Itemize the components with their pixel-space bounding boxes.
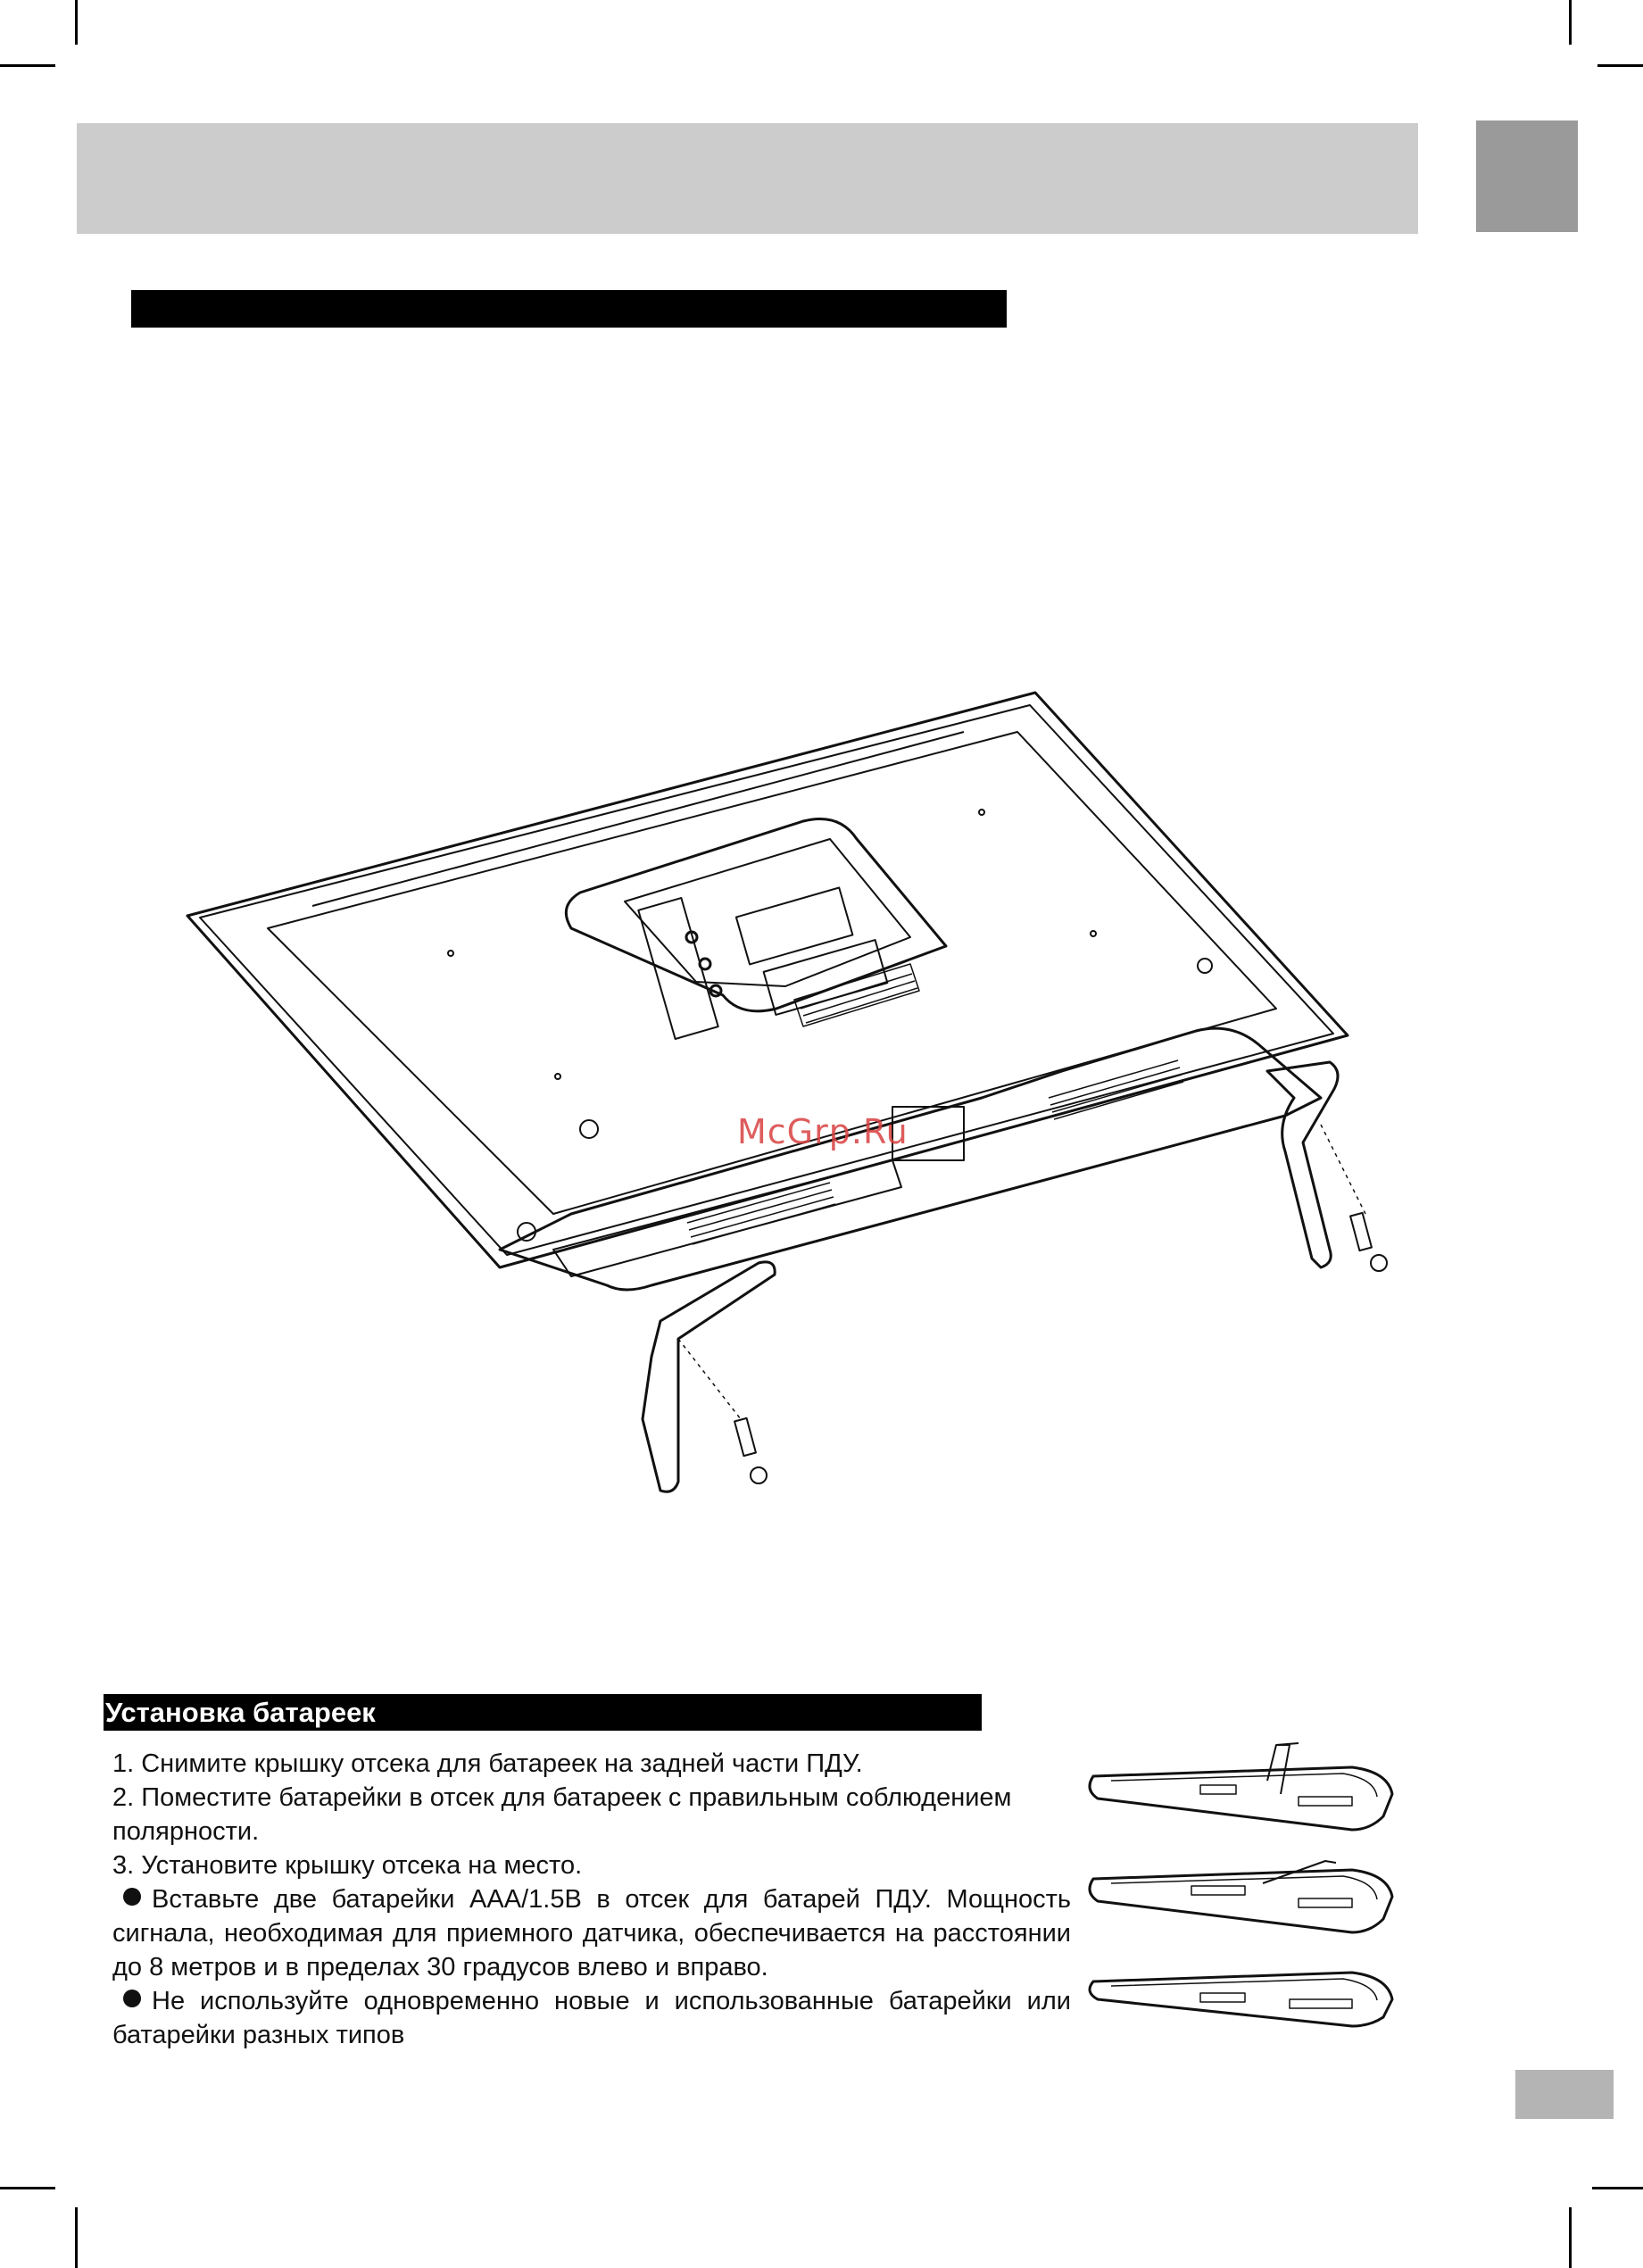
battery-bullet-2: Не используйте одновременно новые и использованные батарейки или батарейки разных типов (112, 1987, 1071, 2049)
crop-mark-top-left-v (75, 0, 78, 45)
bullet-dot-icon (123, 1990, 141, 2007)
tv-lower-housing (500, 1028, 1321, 1290)
tv-back-frame (187, 693, 1348, 1267)
tv-stand-left-screws (678, 1339, 767, 1483)
remote-diagram-inserting-batteries (1090, 1861, 1392, 1932)
battery-step-3: 3. Установите крышку отсека на место. (112, 1851, 583, 1880)
tv-side-vent-left (687, 1183, 835, 1244)
battery-section-heading: Установка батареек (104, 1694, 982, 1731)
crop-mark-bottom-right-h (1592, 2187, 1643, 2189)
tv-mount-plate (566, 819, 946, 1011)
crop-mark-top-right-v (1569, 0, 1572, 45)
crop-mark-top-left-h (0, 64, 55, 67)
battery-instructions (112, 1747, 1071, 2052)
crop-mark-bottom-left-h (0, 2187, 55, 2189)
tv-stand-left (643, 1262, 775, 1491)
crop-mark-bottom-right-v (1569, 2207, 1572, 2268)
battery-bullet-1: Вставьте две батарейки ААА/1.5В в отсек для батарей ПДУ. Мощность сигнала, необходимая для приемного датчика, обеспечивается на расстоянии до 8 метров и в пределах 30 градусов влево и вправо. (112, 1885, 1071, 1981)
header-band (77, 123, 1418, 234)
page-number-tab (1515, 2070, 1614, 2119)
remote-battery-cover-diagrams (1084, 1727, 1406, 2031)
bullet-dot-icon (123, 1888, 141, 1906)
remote-diagram-open-cover (1090, 1743, 1392, 1830)
battery-step-1: 1. Снимите крышку отсека для батареек на задней части ПДУ. (112, 1749, 863, 1778)
watermark: McGrp.Ru (737, 1112, 909, 1151)
crop-mark-bottom-left-v (75, 2207, 78, 2268)
chapter-tab (1476, 120, 1578, 232)
crop-mark-top-right-h (1597, 64, 1643, 67)
section-title-bar (131, 290, 1007, 328)
remote-diagram-closed-cover (1090, 1973, 1392, 2026)
battery-step-2: 2. Поместите батарейки в отсек для батареек с правильным соблюдением полярности. (112, 1783, 1012, 1846)
tv-stand-right (1267, 1062, 1338, 1267)
